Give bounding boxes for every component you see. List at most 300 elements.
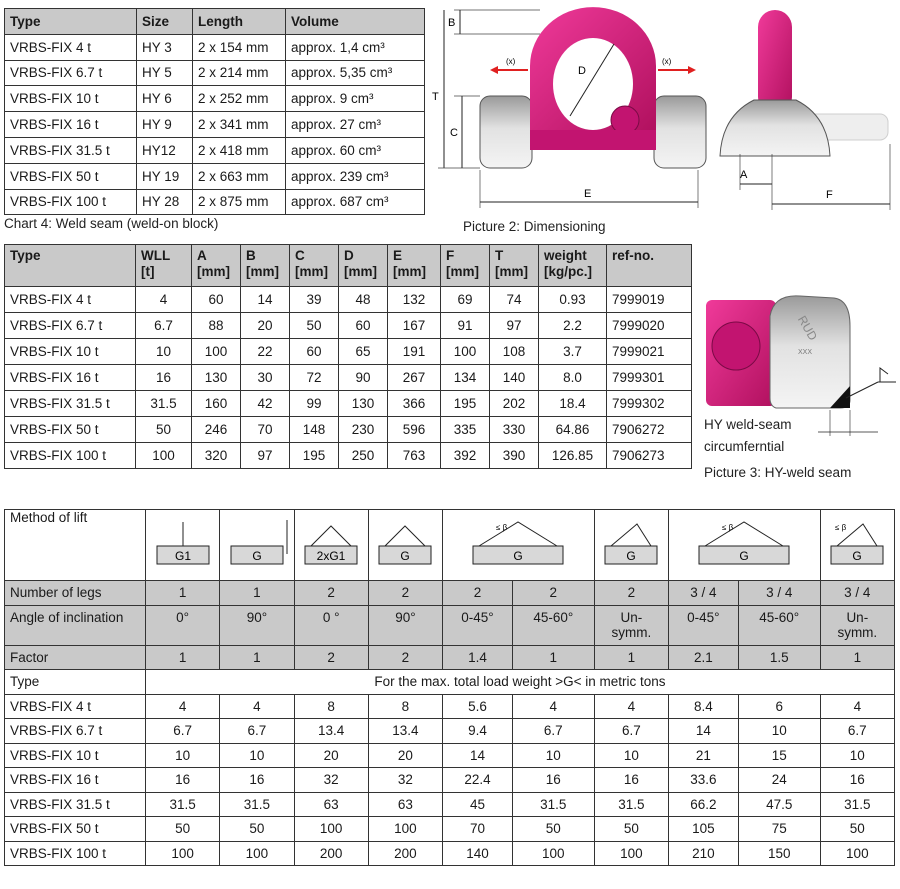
weld-seam-cell: HY12 [137, 137, 193, 163]
weld-seam-cell: 2 x 252 mm [193, 86, 286, 112]
header-volume: Volume [286, 9, 425, 35]
load-cell: 21 [668, 743, 738, 768]
load-cell: 105 [668, 817, 738, 842]
dimensions-row [5, 287, 692, 313]
load-cell: 100 [146, 841, 220, 866]
number-of-legs-row-cell: 3 / 4 [738, 581, 820, 606]
dimensions-cell: VRBS-FIX 16 t [5, 365, 136, 391]
load-cell: 33.6 [668, 768, 738, 793]
dimensions-cell: 6.7 [136, 313, 192, 339]
lift-3-4-leg-unsymm-icon [824, 516, 890, 572]
dim-header-cell [192, 245, 241, 287]
load-cell: VRBS-FIX 16 t [5, 768, 146, 793]
hy-weld-seam-caption: Picture 3: HY-weld seam [704, 465, 852, 480]
load-cell: 100 [294, 817, 368, 842]
weld-seam-row [5, 34, 425, 60]
weld-symbol-flag [880, 368, 888, 382]
load-cell: 100 [368, 817, 442, 842]
dimensions-cell: 250 [339, 443, 388, 469]
load-cell: 210 [668, 841, 738, 866]
label-d: D [578, 65, 586, 77]
lift-2-leg-vertical-icon [298, 516, 364, 572]
angle-row-cell [368, 605, 442, 645]
load-cell: 8 [294, 694, 368, 719]
angle-row-cell [443, 605, 513, 645]
angle-row-line: 0-45° [461, 609, 494, 625]
dimensions-cell: 42 [241, 391, 290, 417]
weld-block-left [480, 96, 532, 168]
dim-header-name: weight [544, 248, 587, 263]
load-cell: 6 [738, 694, 820, 719]
icon-angle-label: ≤ β [835, 522, 847, 532]
load-row [5, 719, 895, 744]
header-size: Size [137, 9, 193, 35]
load-capacity-table [4, 509, 895, 866]
dimensions-cell: 31.5 [136, 391, 192, 417]
dimensions-cell: VRBS-FIX 10 t [5, 339, 136, 365]
dimensions-cell: 167 [388, 313, 441, 339]
dimensions-cell: 65 [339, 339, 388, 365]
dimensions-cell: 763 [388, 443, 441, 469]
factor-row-cell: 1 [220, 645, 294, 670]
load-cell: 10 [820, 743, 894, 768]
dim-header-unit: [mm] [344, 264, 377, 279]
dimensions-cell: 0.93 [539, 287, 607, 313]
load-cell: 31.5 [512, 792, 594, 817]
dim-header-unit: [mm] [197, 264, 230, 279]
weld-seam-cell: approx. 687 cm³ [286, 189, 425, 215]
load-cell: 10 [146, 743, 220, 768]
dimensions-cell: 3.7 [539, 339, 607, 365]
weld-seam-row [5, 60, 425, 86]
dim-header-cell [339, 245, 388, 287]
load-cell: 14 [668, 719, 738, 744]
angle-row-line: 0-45° [687, 609, 720, 625]
weld-seam-table [4, 8, 425, 215]
lift-2-leg-angle-icon [448, 516, 588, 572]
dimensions-cell: 335 [441, 417, 490, 443]
load-cell: 70 [443, 817, 513, 842]
factor-row [5, 645, 895, 670]
method-icon-cell [146, 510, 220, 581]
label-c: C [450, 127, 458, 139]
dimensions-cell: 134 [441, 365, 490, 391]
angle-row [5, 605, 895, 645]
factor-row-cell: 2 [368, 645, 442, 670]
angle-row-line: Un- [846, 609, 869, 625]
number-of-legs-row-cell: 1 [220, 581, 294, 606]
load-cell: 63 [368, 792, 442, 817]
load-cell: 4 [146, 694, 220, 719]
dimensions-table [4, 244, 692, 469]
dim-header-name: Type [10, 248, 41, 263]
dim-header-cell [490, 245, 539, 287]
dimensions-cell: 7999301 [607, 365, 692, 391]
lift-2-leg-90-icon [372, 516, 438, 572]
dimensions-cell: 69 [441, 287, 490, 313]
factor-row-cell: 2 [294, 645, 368, 670]
number-of-legs-row-cell: 2 [368, 581, 442, 606]
load-cell: 31.5 [220, 792, 294, 817]
dimensions-cell: 130 [339, 391, 388, 417]
icon-load-label: G [513, 548, 524, 563]
icon-load-label: G [252, 548, 262, 563]
header-length: Length [193, 9, 286, 35]
dimensions-cell: 7906273 [607, 443, 692, 469]
dim-header-name: WLL [141, 248, 171, 263]
dimensions-cell: 22 [241, 339, 290, 365]
weld-seam-row [5, 86, 425, 112]
load-cell: VRBS-FIX 50 t [5, 817, 146, 842]
load-cell: 50 [820, 817, 894, 842]
side-block [720, 100, 830, 156]
weld-seam-cell: HY 9 [137, 112, 193, 138]
dimensions-cell: 148 [290, 417, 339, 443]
load-row [5, 792, 895, 817]
angle-row-cell [738, 605, 820, 645]
hy-block-text: RUD [794, 313, 821, 343]
icon-load-label: G [739, 548, 749, 563]
load-cell: 6.7 [512, 719, 594, 744]
dimensions-cell: 330 [490, 417, 539, 443]
load-cell: 5.6 [443, 694, 513, 719]
dimensions-cell: 7999020 [607, 313, 692, 339]
arrow-x-right-head [688, 66, 696, 74]
angle-row-line: 0° [176, 609, 190, 625]
angle-row-cell [668, 605, 738, 645]
weld-seam-cell: approx. 5,35 cm³ [286, 60, 425, 86]
load-cell: 32 [368, 768, 442, 793]
method-icon-cell [294, 510, 368, 581]
method-icon-cell [443, 510, 595, 581]
number-of-legs-row-label: Number of legs [5, 581, 146, 606]
angle-row-line: symm. [837, 624, 878, 640]
weld-seam-row [5, 189, 425, 215]
dimensions-row [5, 391, 692, 417]
load-cell: 16 [220, 768, 294, 793]
number-of-legs-row [5, 581, 895, 606]
method-icon-cell [220, 510, 294, 581]
dimensions-cell: 132 [388, 287, 441, 313]
weld-seam-cell: VRBS-FIX 10 t [5, 86, 137, 112]
dim-header-cell [607, 245, 692, 287]
dim-header-unit: [mm] [295, 264, 328, 279]
dimensions-cell: 99 [290, 391, 339, 417]
dimensions-cell: 2.2 [539, 313, 607, 339]
dim-header-cell [136, 245, 192, 287]
number-of-legs-row-cell: 2 [443, 581, 513, 606]
hy-label-line2: circumferntial [704, 439, 785, 454]
load-row [5, 768, 895, 793]
dim-header-unit: [mm] [495, 264, 528, 279]
angle-row-cell [220, 605, 294, 645]
load-cell: 100 [820, 841, 894, 866]
weld-seam-cell: 2 x 663 mm [193, 163, 286, 189]
icon-load-label: G [626, 548, 637, 563]
angle-row-cell [294, 605, 368, 645]
weld-seam-cell: HY 19 [137, 163, 193, 189]
weld-seam-cell: approx. 60 cm³ [286, 137, 425, 163]
load-cell: 16 [512, 768, 594, 793]
dimensions-cell: 50 [290, 313, 339, 339]
number-of-legs-row-cell: 1 [146, 581, 220, 606]
dimensions-cell: 100 [441, 339, 490, 365]
number-of-legs-row-cell: 2 [512, 581, 594, 606]
load-cell: 16 [146, 768, 220, 793]
lift-2-leg-unsymm-icon [598, 516, 664, 572]
dimensions-cell: 267 [388, 365, 441, 391]
type-label: Type [5, 670, 146, 695]
load-cell: 31.5 [146, 792, 220, 817]
dimensions-cell: VRBS-FIX 100 t [5, 443, 136, 469]
weld-seam-cell: HY 28 [137, 189, 193, 215]
factor-row-cell: 1 [146, 645, 220, 670]
dim-header-name: T [495, 248, 504, 263]
weld-block-right [654, 96, 706, 168]
dimensions-cell: 4 [136, 287, 192, 313]
weld-seam-cell: HY 6 [137, 86, 193, 112]
load-cell: VRBS-FIX 31.5 t [5, 792, 146, 817]
load-cell: 10 [512, 743, 594, 768]
load-cell: 66.2 [668, 792, 738, 817]
load-cell: 47.5 [738, 792, 820, 817]
load-cell: 32 [294, 768, 368, 793]
dimensions-cell: 7999302 [607, 391, 692, 417]
dimensions-cell: 366 [388, 391, 441, 417]
load-cell: 8.4 [668, 694, 738, 719]
factor-row-cell: 1 [820, 645, 894, 670]
weld-seam-cell: approx. 9 cm³ [286, 86, 425, 112]
dim-header-unit: [kg/pc.] [544, 264, 593, 279]
icon-load-label: 2xG1 [316, 548, 346, 563]
load-cell: 75 [738, 817, 820, 842]
dimensions-cell: 91 [441, 313, 490, 339]
side-eye [758, 10, 792, 114]
dimensions-row [5, 417, 692, 443]
load-cell: 200 [294, 841, 368, 866]
factor-row-cell: 2.1 [668, 645, 738, 670]
dimensions-cell: 392 [441, 443, 490, 469]
dimensions-cell: 191 [388, 339, 441, 365]
icon-load-label: G [400, 548, 411, 563]
dimensions-cell: 100 [136, 443, 192, 469]
dimensions-cell: 50 [136, 417, 192, 443]
factor-row-label: Factor [5, 645, 146, 670]
factor-row-cell: 1 [512, 645, 594, 670]
angle-row-line: 90° [395, 609, 416, 625]
dimensions-cell: 60 [192, 287, 241, 313]
weld-seam-cell: approx. 1,4 cm³ [286, 34, 425, 60]
load-cell: 6.7 [594, 719, 668, 744]
dimensions-header-row [5, 245, 692, 287]
label-e: E [584, 188, 592, 200]
dim-header-unit: [mm] [393, 264, 426, 279]
dimensions-cell: 16 [136, 365, 192, 391]
dimensions-cell: 246 [192, 417, 241, 443]
number-of-legs-row-cell: 3 / 4 [668, 581, 738, 606]
dimensions-cell: 202 [490, 391, 539, 417]
dim-header-name: E [393, 248, 403, 263]
load-cell: VRBS-FIX 10 t [5, 743, 146, 768]
dimensions-cell: 88 [192, 313, 241, 339]
dim-header-cell [5, 245, 136, 287]
load-cell: 4 [820, 694, 894, 719]
hy-weld-seam-label [704, 414, 792, 458]
load-cell: 10 [220, 743, 294, 768]
load-cell: 63 [294, 792, 368, 817]
hy-ring-bolt [712, 322, 760, 370]
weld-seam-cell: HY 5 [137, 60, 193, 86]
load-cell: 16 [594, 768, 668, 793]
dimensions-cell: 18.4 [539, 391, 607, 417]
angle-row-cell [594, 605, 668, 645]
dimensions-cell: 60 [290, 339, 339, 365]
icon-angle-label: ≤ β [722, 522, 734, 532]
load-cell: 8 [368, 694, 442, 719]
weld-symbol-leader [846, 382, 878, 398]
label-b: B [448, 17, 456, 29]
weld-seam-caption: Chart 4: Weld seam (weld-on block) [4, 216, 219, 231]
method-of-lift-row [5, 510, 895, 581]
dim-header-name: A [197, 248, 207, 263]
angle-row-cell [512, 605, 594, 645]
method-of-lift-label: Method of lift [5, 510, 146, 581]
label-x-right: (x) [662, 57, 672, 66]
load-cell: 50 [220, 817, 294, 842]
dimensions-cell: 90 [339, 365, 388, 391]
lift-3-4-leg-angle-icon [674, 516, 814, 572]
load-cell: 50 [594, 817, 668, 842]
load-row [5, 817, 895, 842]
lift-1-leg-vertical-icon [150, 516, 216, 572]
number-of-legs-row-cell: 3 / 4 [820, 581, 894, 606]
factor-row-cell: 1.4 [443, 645, 513, 670]
angle-row-line: Un- [620, 609, 643, 625]
dimensions-cell: 320 [192, 443, 241, 469]
label-f: F [826, 189, 833, 201]
ring-base [530, 130, 656, 150]
weld-seam-cell: 2 x 214 mm [193, 60, 286, 86]
dimensions-cell: 20 [241, 313, 290, 339]
load-cell: 100 [220, 841, 294, 866]
load-cell: 6.7 [220, 719, 294, 744]
load-cell: 100 [594, 841, 668, 866]
dimensions-cell: 48 [339, 287, 388, 313]
dimensions-cell: 7999021 [607, 339, 692, 365]
dimensions-cell: 14 [241, 287, 290, 313]
angle-row-line: 45-60° [533, 609, 574, 625]
dim-header-unit: [t] [141, 264, 155, 279]
label-a: A [740, 169, 748, 181]
type-header-row [5, 670, 895, 695]
dimensions-cell: 230 [339, 417, 388, 443]
dimensions-cell: 10 [136, 339, 192, 365]
load-cell: 16 [820, 768, 894, 793]
weld-seam-cell: VRBS-FIX 100 t [5, 189, 137, 215]
method-icon-cell [820, 510, 894, 581]
dim-header-cell [539, 245, 607, 287]
max-load-label: For the max. total load weight >G< in metric tons [146, 670, 895, 695]
dimensions-cell: VRBS-FIX 4 t [5, 287, 136, 313]
load-cell: 45 [443, 792, 513, 817]
load-cell: 13.4 [294, 719, 368, 744]
weld-seam-row [5, 163, 425, 189]
hy-block-small: XXX [798, 349, 813, 356]
angle-row-label: Angle of inclination [5, 605, 146, 645]
number-of-legs-row-cell: 2 [294, 581, 368, 606]
angle-row-line: 90° [246, 609, 268, 625]
lift-1-leg-90-icon [224, 516, 290, 572]
weld-seam-cell: VRBS-FIX 50 t [5, 163, 137, 189]
dim-header-unit: [mm] [446, 264, 479, 279]
load-cell: 13.4 [368, 719, 442, 744]
load-cell: VRBS-FIX 4 t [5, 694, 146, 719]
weld-seam-cell: VRBS-FIX 4 t [5, 34, 137, 60]
load-cell: 6.7 [146, 719, 220, 744]
icon-load-label: G [852, 548, 862, 563]
load-row [5, 743, 895, 768]
weld-seam-header-row [5, 9, 425, 35]
label-x-left: (x) [506, 57, 516, 66]
angle-row-line: 0 ° [322, 609, 340, 625]
load-cell: 10 [594, 743, 668, 768]
load-cell: 24 [738, 768, 820, 793]
load-cell: VRBS-FIX 100 t [5, 841, 146, 866]
icon-load-label: G1 [174, 548, 191, 563]
load-cell: 50 [146, 817, 220, 842]
dim-header-unit: [mm] [246, 264, 279, 279]
dimensions-cell: 8.0 [539, 365, 607, 391]
dimensions-cell: 7906272 [607, 417, 692, 443]
label-t: T [432, 91, 439, 103]
angle-row-line: symm. [611, 624, 652, 640]
weld-seam-cell: 2 x 418 mm [193, 137, 286, 163]
load-cell: 50 [512, 817, 594, 842]
load-cell: 15 [738, 743, 820, 768]
load-cell: VRBS-FIX 6.7 t [5, 719, 146, 744]
load-cell: 140 [443, 841, 513, 866]
dimensions-cell: 72 [290, 365, 339, 391]
method-icon-cell [368, 510, 442, 581]
method-icon-cell [668, 510, 820, 581]
weld-seam-row [5, 112, 425, 138]
load-cell: 20 [294, 743, 368, 768]
dimensions-cell: 108 [490, 339, 539, 365]
dimensions-cell: 74 [490, 287, 539, 313]
load-cell: 22.4 [443, 768, 513, 793]
dim-header-cell [388, 245, 441, 287]
load-cell: 4 [594, 694, 668, 719]
angle-row-cell [146, 605, 220, 645]
load-cell: 14 [443, 743, 513, 768]
dimensions-cell: 160 [192, 391, 241, 417]
dimensions-cell: 100 [192, 339, 241, 365]
dim-header-name: B [246, 248, 256, 263]
weld-seam-cell: VRBS-FIX 16 t [5, 112, 137, 138]
arrow-x-left-head [490, 66, 498, 74]
load-row [5, 694, 895, 719]
load-cell: 4 [220, 694, 294, 719]
weld-seam-cell: VRBS-FIX 6.7 t [5, 60, 137, 86]
dimensions-row [5, 365, 692, 391]
dimensions-row [5, 313, 692, 339]
dim-header-name: D [344, 248, 354, 263]
factor-row-cell: 1.5 [738, 645, 820, 670]
weld-seam-cell: 2 x 341 mm [193, 112, 286, 138]
header-type: Type [5, 9, 137, 35]
dimensions-cell: 60 [339, 313, 388, 339]
dimensions-cell: VRBS-FIX 6.7 t [5, 313, 136, 339]
